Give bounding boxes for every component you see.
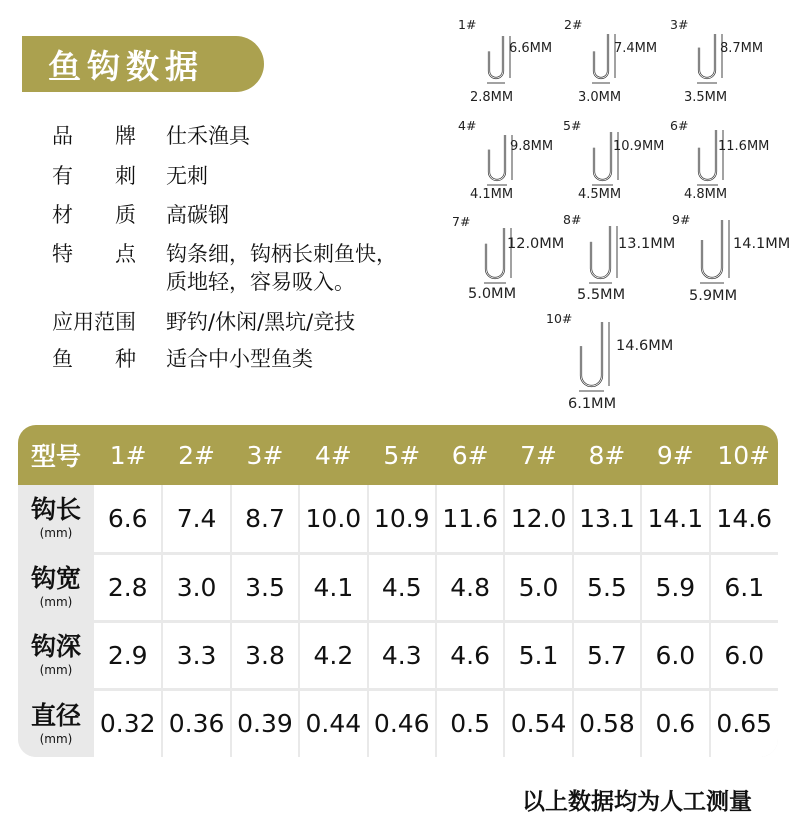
info-features-cont [166, 266, 355, 296]
table-row [18, 689, 778, 757]
hook-length-label: 6.6MM [509, 41, 553, 56]
table-cell: 5.7 [573, 621, 641, 689]
column-header: 10# [717, 440, 771, 470]
table-cell: 0.65 [710, 689, 778, 757]
column-header: 9# [656, 440, 694, 470]
table-cell: 3.0 [162, 553, 230, 621]
info-label: 有 刺 [52, 164, 136, 188]
table-row [18, 621, 778, 689]
spec-table [18, 425, 778, 757]
row-unit: (mm) [39, 526, 73, 541]
hook-length-label: 9.8MM [510, 139, 554, 154]
row-label-text: 直径 [30, 700, 81, 730]
hook-size-label: 6# [670, 118, 689, 133]
row-label [18, 485, 94, 553]
table-cell: 4.1 [299, 553, 367, 621]
table-cell: 8.7 [231, 485, 299, 553]
hook-size-label: 3# [670, 17, 689, 32]
hook-size-label: 7# [452, 214, 471, 229]
hook-width-label: 5.9MM [689, 288, 738, 304]
fish-hook-highlight [699, 34, 715, 78]
table-cell: 4.6 [436, 621, 504, 689]
fish-hook-highlight [489, 36, 503, 78]
info-label: 材 质 [52, 203, 136, 227]
hook-diagram [563, 118, 664, 202]
hook-diagram [452, 214, 564, 302]
table-cell: 0.6 [641, 689, 709, 757]
table-cell: 14.6 [710, 485, 778, 553]
info-label: 特 点 [52, 242, 136, 266]
info-value: 高碳钢 [166, 203, 229, 227]
row-unit: (mm) [39, 731, 73, 746]
table-cell: 0.36 [162, 689, 230, 757]
info-label: 应用范围 [52, 310, 136, 334]
table-cell: 14.1 [641, 485, 709, 553]
hook-size-label: 8# [563, 212, 582, 227]
column-header: 2# [178, 440, 216, 470]
fish-hook-highlight [489, 135, 505, 180]
hook-width-label: 4.8MM [684, 187, 728, 202]
table-header-row [18, 425, 778, 485]
fish-hook-highlight [591, 226, 610, 278]
fish-hook-icon [581, 322, 602, 386]
fish-hook-icon [699, 34, 715, 78]
info-value: 无刺 [166, 164, 208, 188]
table-cell: 5.5 [573, 553, 641, 621]
fish-hook-icon [489, 36, 503, 78]
fish-hook-icon [489, 135, 505, 180]
table-cell: 5.1 [504, 621, 572, 689]
fish-hook-icon [594, 34, 608, 78]
hook-width-label: 4.1MM [470, 187, 514, 202]
info-value-cont: 质地轻，容易吸入。 [166, 270, 355, 294]
hook-diagram [458, 17, 552, 105]
table-cell: 0.5 [436, 689, 504, 757]
row-label-text: 钩深 [30, 632, 81, 661]
header-label: 型号 [30, 442, 81, 471]
info-species [52, 343, 313, 373]
table-cell: 6.6 [94, 485, 162, 553]
hook-size-label: 2# [564, 17, 583, 32]
fish-hook-highlight [702, 220, 722, 278]
fish-hook-highlight [594, 34, 608, 78]
info-usage [52, 306, 355, 336]
hook-size-label: 10# [546, 311, 573, 326]
hook-width-label: 5.5MM [577, 287, 626, 303]
table-cell: 3.3 [162, 621, 230, 689]
hook-diagram [563, 212, 675, 303]
hook-diagram [672, 212, 790, 304]
table-cell: 12.0 [504, 485, 572, 553]
column-header: 7# [520, 440, 557, 470]
table-cell: 10.0 [299, 485, 367, 553]
table-cell: 5.0 [504, 553, 572, 621]
hook-width-label: 3.0MM [578, 90, 622, 105]
hook-length-label: 8.7MM [720, 41, 764, 56]
table-cell: 11.6 [436, 485, 504, 553]
table-row [18, 553, 778, 621]
fish-hook-icon [594, 132, 611, 180]
row-label [18, 553, 94, 621]
table-cell: 2.9 [94, 621, 162, 689]
hook-length-label: 11.6MM [718, 139, 770, 154]
hook-diagram [546, 311, 673, 412]
fish-hook-icon [702, 220, 722, 278]
hook-diagram [564, 17, 657, 105]
column-header: 8# [588, 440, 626, 470]
hook-length-label: 7.4MM [614, 41, 658, 56]
hook-diagram [670, 118, 769, 202]
info-material [52, 199, 229, 229]
column-header: 1# [109, 440, 147, 470]
row-label-text: 钩宽 [30, 564, 81, 593]
table-cell: 0.46 [368, 689, 436, 757]
column-header: 3# [246, 440, 284, 470]
table-cell: 6.1 [710, 553, 778, 621]
fish-hook-highlight [486, 228, 504, 278]
info-label: 品 牌 [52, 124, 136, 148]
table-cell: 4.8 [436, 553, 504, 621]
hook-length-label: 10.9MM [613, 139, 665, 154]
hook-size-label: 4# [458, 118, 477, 133]
footnote: 以上数据均为人工测量 [522, 789, 752, 815]
table-cell: 4.3 [368, 621, 436, 689]
info-features [52, 238, 397, 268]
info-value: 适合中小型鱼类 [166, 347, 313, 371]
row-label [18, 689, 94, 757]
table-cell: 0.44 [299, 689, 367, 757]
hook-width-label: 4.5MM [578, 187, 622, 202]
table-cell: 13.1 [573, 485, 641, 553]
hook-diagram [458, 118, 553, 202]
table-cell: 0.39 [231, 689, 299, 757]
table-cell: 4.5 [368, 553, 436, 621]
table-cell: 6.0 [710, 621, 778, 689]
fish-hook-icon [591, 226, 610, 278]
table-cell: 4.2 [299, 621, 367, 689]
column-header: 4# [314, 440, 352, 470]
title-banner [22, 36, 264, 92]
hook-size-label: 5# [563, 118, 582, 133]
page-title: 鱼钩数据 [48, 46, 204, 86]
table-cell: 5.9 [641, 553, 709, 621]
info-brand [52, 120, 250, 150]
fish-hook-highlight [581, 322, 602, 386]
table-cell: 0.54 [504, 689, 572, 757]
table-cell: 3.5 [231, 553, 299, 621]
info-value: 野钓/休闲/黑坑/竞技 [166, 310, 356, 334]
fish-hook-icon [486, 228, 504, 278]
table-cell: 6.0 [641, 621, 709, 689]
info-label: 鱼 种 [52, 347, 136, 371]
row-unit: (mm) [39, 595, 73, 609]
table-cell: 3.8 [231, 621, 299, 689]
fish-hook-highlight [594, 132, 611, 180]
table-cell: 7.4 [162, 485, 230, 553]
hook-length-label: 13.1MM [618, 236, 676, 252]
row-unit: (mm) [39, 663, 73, 677]
table-cell: 0.58 [573, 689, 641, 757]
info-barb [52, 160, 208, 190]
hook-length-label: 14.6MM [616, 338, 674, 354]
hook-diagram [670, 17, 763, 105]
info-value: 钩条细，钩柄长刺鱼快， [166, 242, 397, 266]
hook-size-label: 1# [458, 17, 477, 32]
table-row [18, 485, 778, 553]
table-cell: 2.8 [94, 553, 162, 621]
hook-width-label: 5.0MM [468, 286, 517, 302]
hook-width-label: 6.1MM [568, 396, 617, 412]
column-header: 5# [383, 440, 421, 470]
row-label-text: 钩长 [30, 495, 81, 525]
column-header: 6# [451, 440, 489, 470]
hook-length-label: 14.1MM [733, 236, 791, 252]
table-cell: 10.9 [368, 485, 436, 553]
table-cell: 0.32 [94, 689, 162, 757]
fish-hook-icon [699, 130, 716, 180]
hook-width-label: 2.8MM [470, 90, 514, 105]
hook-length-label: 12.0MM [507, 236, 565, 252]
fish-hook-highlight [699, 130, 716, 180]
row-label [18, 621, 94, 689]
hook-width-label: 3.5MM [684, 90, 728, 105]
info-value: 仕禾渔具 [166, 124, 250, 148]
hook-size-label: 9# [672, 212, 691, 227]
